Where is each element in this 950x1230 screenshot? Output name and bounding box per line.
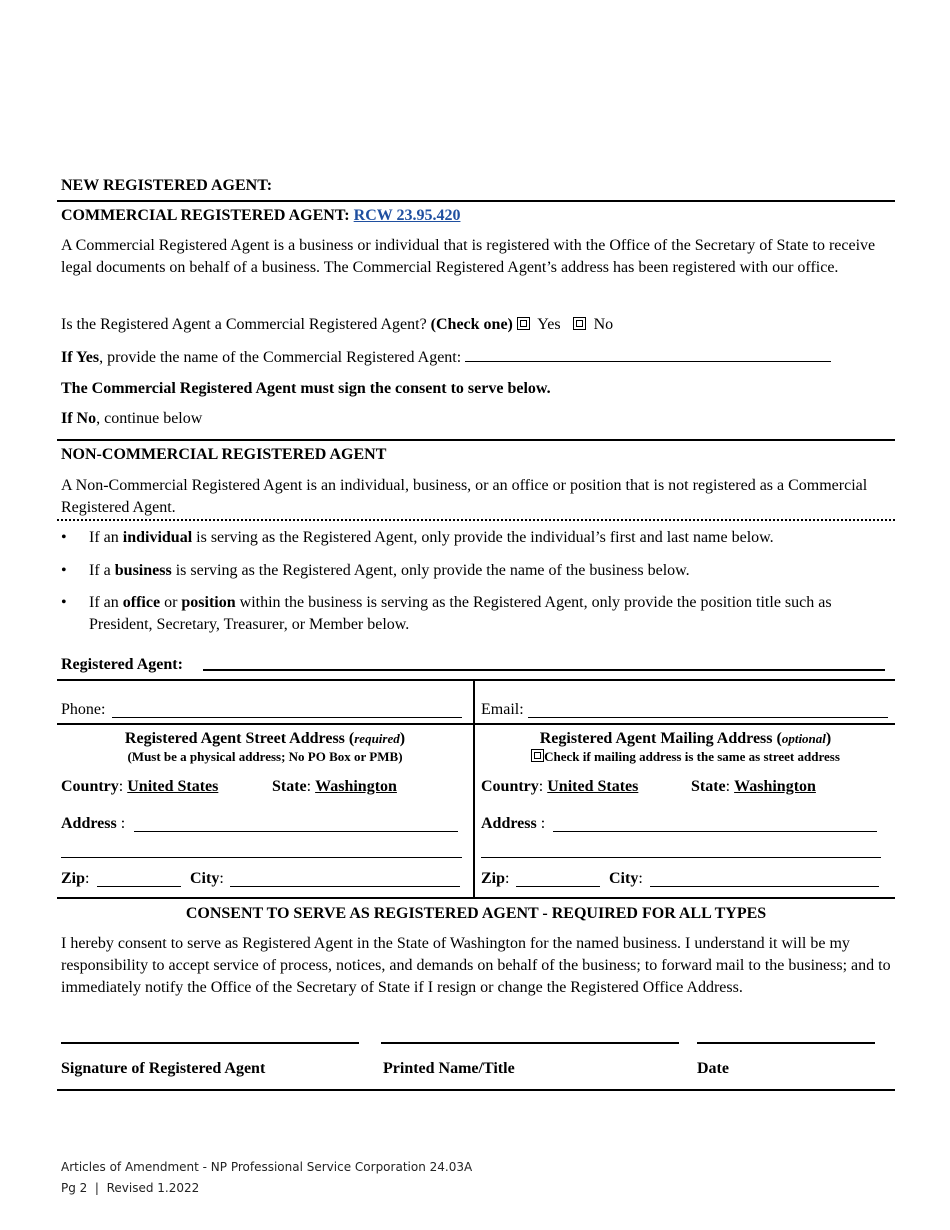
street-address-field-line2[interactable] xyxy=(61,857,462,858)
if-no-text: , continue below xyxy=(96,410,203,427)
divider xyxy=(57,439,895,441)
question-text: Is the Registered Agent a Commercial Registered Agent? xyxy=(61,316,427,333)
commercial-heading xyxy=(61,205,460,227)
date-field[interactable] xyxy=(697,1042,875,1044)
street-address-field[interactable] xyxy=(134,831,458,832)
no-checkbox[interactable] xyxy=(573,317,586,330)
printed-name-field[interactable] xyxy=(381,1042,679,1044)
mailing-same-option xyxy=(478,749,893,765)
footer-form-title: Articles of Amendment - NP Professional Service Corporation 24.03A xyxy=(61,1160,473,1174)
table-column-divider xyxy=(473,680,475,897)
street-zip-label: Zip: xyxy=(61,870,90,887)
printed-name-label: Printed Name/Title xyxy=(383,1060,515,1077)
table-top-border xyxy=(57,679,895,681)
yes-checkbox[interactable] xyxy=(517,317,530,330)
divider xyxy=(57,200,895,202)
street-address-note: (Must be a physical address; No PO Box or PMB) xyxy=(127,749,403,764)
date-label: Date xyxy=(697,1060,729,1077)
table-bottom-border xyxy=(57,897,895,899)
street-address-label: Address : xyxy=(61,815,126,832)
if-no-bold: If No xyxy=(61,410,97,427)
street-country: Country: United States xyxy=(61,778,219,795)
commercial-question xyxy=(61,314,613,336)
same-address-text: Check if mailing address is the same as street address xyxy=(544,749,840,764)
phone-field[interactable] xyxy=(112,717,462,718)
phone-label: Phone: xyxy=(61,701,106,718)
street-city-field[interactable] xyxy=(230,886,460,887)
mailing-address-title: Registered Agent Mailing Address (optional) xyxy=(539,730,832,747)
consent-bottom-border xyxy=(57,1089,895,1091)
rcw-link[interactable]: RCW 23.95.420 xyxy=(353,207,461,224)
registered-agent-field[interactable] xyxy=(203,669,885,671)
mailing-address-field[interactable] xyxy=(553,831,877,832)
must-sign-note: The Commercial Registered Agent must sign the consent to serve below. xyxy=(61,380,551,397)
mailing-state: State: Washington xyxy=(691,778,816,795)
signature-field[interactable] xyxy=(61,1042,359,1044)
mailing-address-field-line2[interactable] xyxy=(481,857,881,858)
dotted-divider xyxy=(57,519,895,521)
section-title-new-agent: NEW REGISTERED AGENT: xyxy=(61,177,273,194)
noncommercial-heading: NON-COMMERCIAL REGISTERED AGENT xyxy=(61,446,387,463)
if-yes-line xyxy=(61,347,831,369)
mailing-zip-field[interactable] xyxy=(516,886,600,887)
consent-text: I hereby consent to serve as Registered Agent in the State of Washington for the named business. I understand it will be my responsibility to accept service of process, notices, and demands on behalf of the business; to forward mail to the business; and to immediately notify the Office of the Secretary of State if I resign or change the Registered Office Address. xyxy=(61,935,891,996)
commercial-description: A Commercial Registered Agent is a business or individual that is registered with the Office of the Secretary of State to receive legal documents on behalf of a business. The Commercial Registered Agent’s address has been registered with our office. xyxy=(61,237,876,276)
registered-agent-label: Registered Agent: xyxy=(61,656,183,673)
commercial-agent-name-field[interactable] xyxy=(465,347,831,362)
mailing-zip-label: Zip: xyxy=(481,870,510,887)
email-label: Email: xyxy=(481,701,524,718)
street-city-label: City: xyxy=(190,870,224,887)
bullet-office-position: • If an office or position within the business is serving as the Registered Agent, only provide the position title such as President, Secretary, Treasurer, or Member below. xyxy=(61,592,891,636)
check-one-label: (Check one) xyxy=(430,316,513,333)
yes-label: Yes xyxy=(537,316,561,333)
consent-heading: CONSENT TO SERVE AS REGISTERED AGENT - REQUIRED FOR ALL TYPES xyxy=(185,905,767,922)
same-address-checkbox[interactable] xyxy=(531,749,544,762)
no-label: No xyxy=(593,316,614,333)
noncommercial-description: A Non-Commercial Registered Agent is an individual, business, or an office or position that is not registered as a Commercial Registered Agent. xyxy=(61,477,868,516)
footer-page-info: Pg 2 | Revised 1.2022 xyxy=(61,1181,200,1195)
street-state: State: Washington xyxy=(272,778,397,795)
commercial-heading-text: COMMERCIAL REGISTERED AGENT: xyxy=(61,207,350,224)
if-yes-bold: If Yes xyxy=(61,349,100,366)
table-row-border xyxy=(57,723,895,725)
signature-label: Signature of Registered Agent xyxy=(61,1060,266,1077)
email-field[interactable] xyxy=(528,717,888,718)
mailing-city-label: City: xyxy=(609,870,643,887)
if-no-line xyxy=(61,408,202,430)
street-zip-field[interactable] xyxy=(97,886,181,887)
if-yes-text: , provide the name of the Commercial Registered Agent: xyxy=(99,349,462,366)
street-address-title: Registered Agent Street Address (required) xyxy=(124,730,406,747)
bullet-individual: • If an individual is serving as the Registered Agent, only provide the individual’s first and last name below. xyxy=(61,527,891,549)
mailing-city-field[interactable] xyxy=(650,886,879,887)
mailing-address-label: Address : xyxy=(481,815,546,832)
mailing-country: Country: United States xyxy=(481,778,639,795)
bullet-business: • If a business is serving as the Registered Agent, only provide the name of the business below. xyxy=(61,560,891,582)
